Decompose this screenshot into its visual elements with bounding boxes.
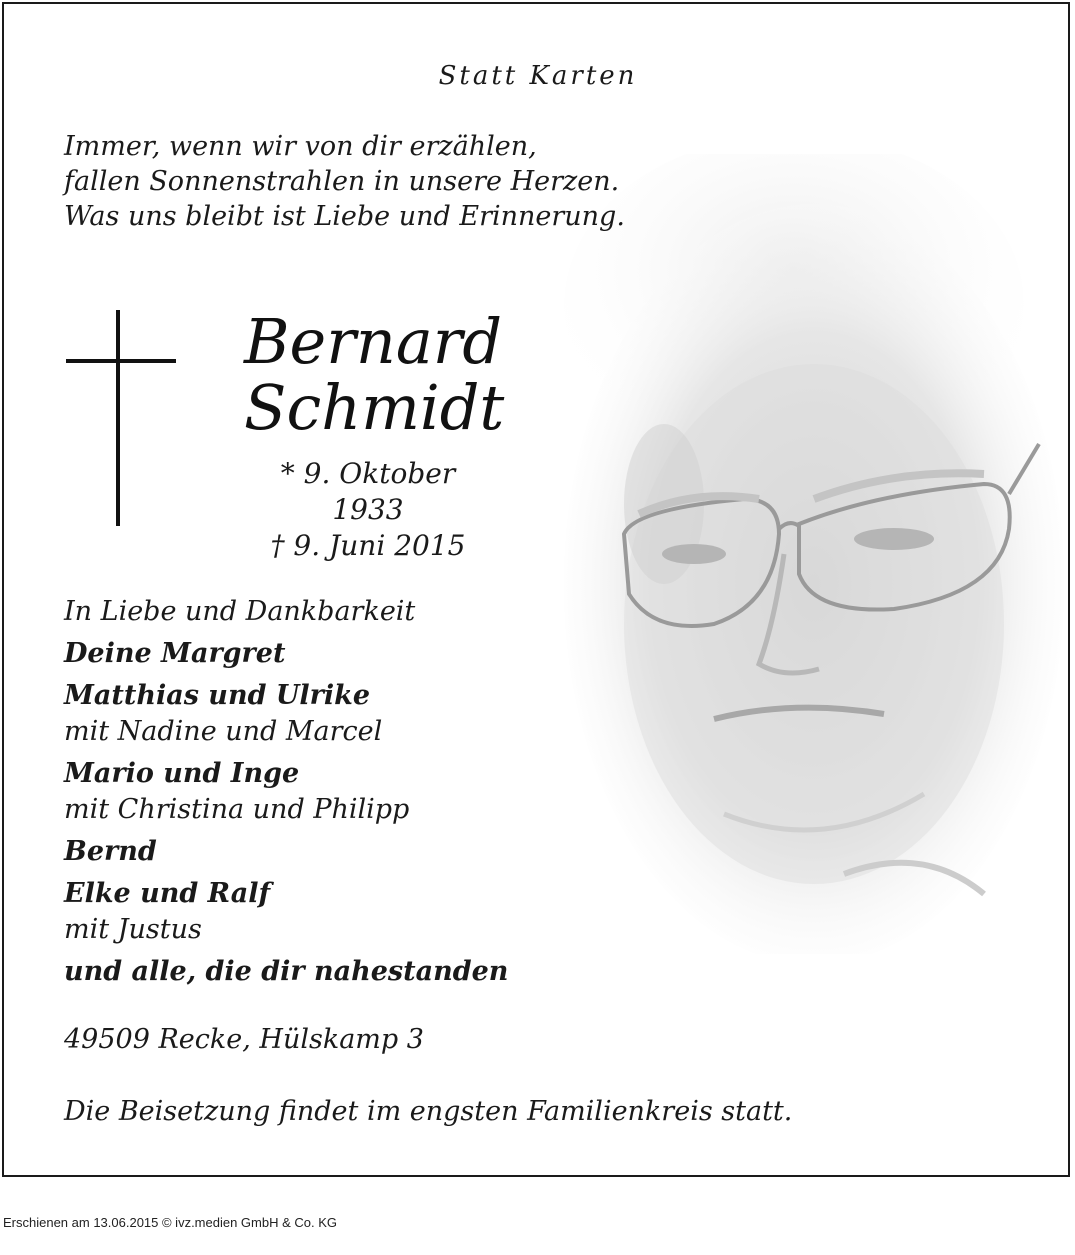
mourner-name: Elke und Ralf — [64, 878, 271, 909]
mourner-name: und alle, die dir nahestanden — [64, 956, 509, 987]
birth-date: * 9. Oktober 1933 — [280, 457, 456, 526]
first-name: Bernard — [244, 305, 503, 378]
statt-karten-heading: Statt Karten — [438, 61, 638, 91]
verse-line: Was uns bleibt ist Liebe und Erinnerung. — [64, 201, 625, 232]
mourner-name: Deine Margret — [64, 638, 286, 669]
cross-icon-bar — [66, 359, 176, 363]
cross-icon — [116, 310, 120, 526]
mourner-name: Matthias und Ulrike — [64, 680, 371, 711]
publication-footer: Erschienen am 13.06.2015 © ivz.medien GmbH & Co. KG — [3, 1215, 338, 1230]
obituary-frame — [2, 2, 1070, 1177]
last-name: Schmidt — [244, 371, 505, 444]
mourners-list — [64, 594, 508, 990]
mourner-name: Mario und Inge — [64, 758, 300, 789]
death-date: † 9. Juni 2015 — [270, 529, 466, 562]
mourner-sub: mit Christina und Philipp — [64, 794, 410, 825]
verse-line: fallen Sonnenstrahlen in unsere Herzen. — [64, 166, 620, 197]
verse-line: Immer, wenn wir von dir erzählen, — [64, 131, 537, 162]
burial-note: Die Beisetzung findet im engsten Familienkreis statt. — [64, 1096, 793, 1127]
mourner-sub: mit Justus — [64, 914, 202, 945]
mourner-name: Bernd — [64, 836, 157, 867]
portrait-photo — [544, 154, 1064, 954]
verse — [64, 129, 625, 234]
mourners-intro: In Liebe und Dankbarkeit — [64, 596, 416, 627]
deceased-name — [244, 305, 505, 444]
mourner-sub: mit Nadine und Marcel — [64, 716, 383, 747]
address: 49509 Recke, Hülskamp 3 — [64, 1024, 424, 1055]
life-dates — [244, 456, 492, 564]
